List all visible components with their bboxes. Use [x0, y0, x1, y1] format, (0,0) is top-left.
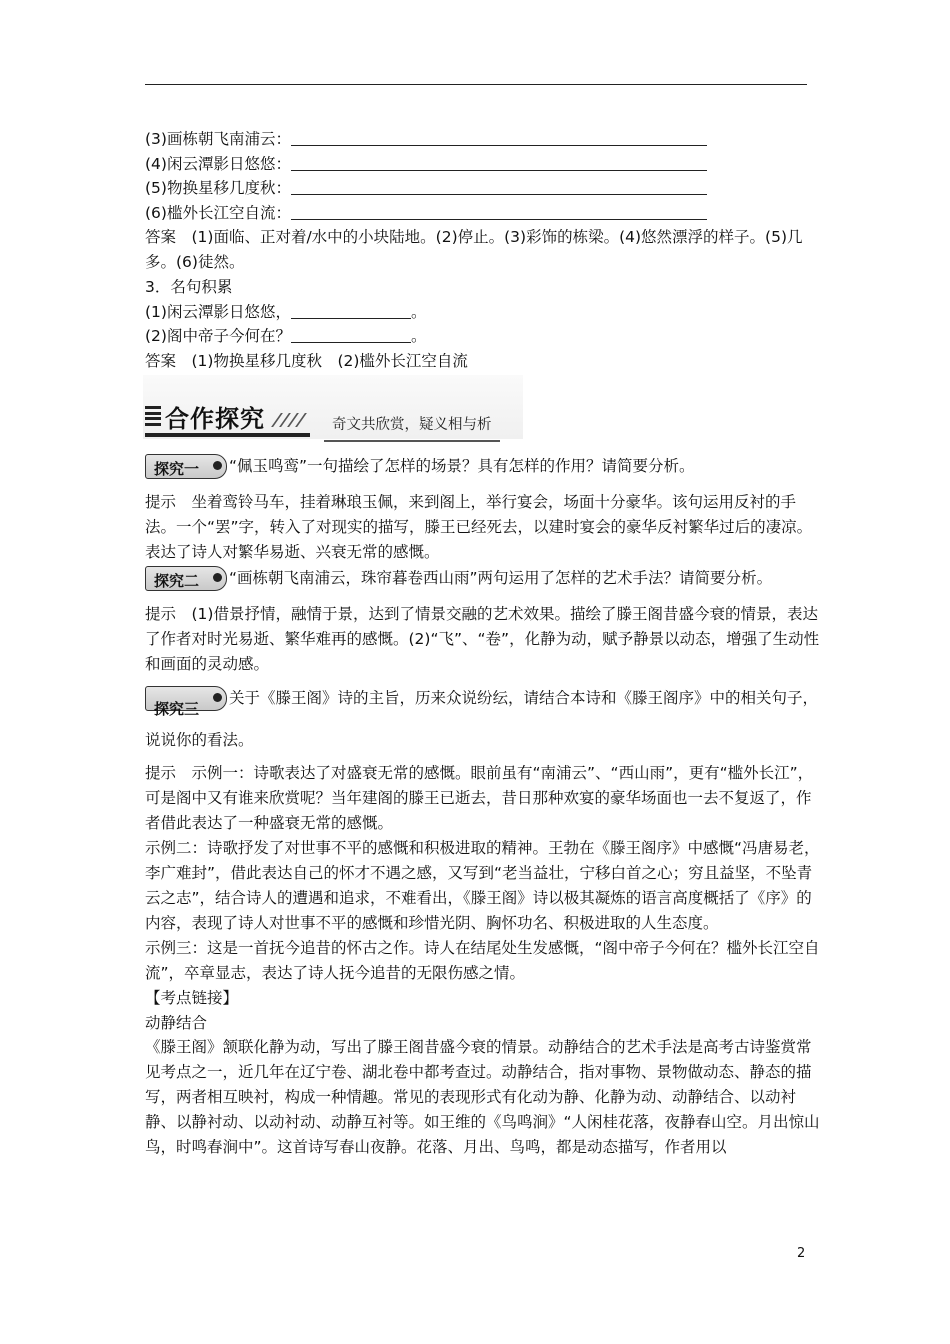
answer-blank[interactable]: [291, 178, 707, 195]
section-heading: 3．名句积累: [145, 278, 233, 296]
explore-question: 探究三 关于《滕王阁》诗的主旨，历来众说纷纭，请结合本诗和《滕王阁序》中的相关句子，说说你的看法。: [145, 677, 820, 761]
exercise-item: (6)槛外长江空自流：: [145, 201, 820, 226]
fill-question: (2)阁中帝子今何在？ 。: [145, 327, 427, 345]
explore-tag: 探究三: [145, 686, 227, 711]
hint-paragraph: 提示 示例一：诗歌表达了对盛衰无常的感慨。眼前虽有“南浦云”、“西山雨”，更有“槛外长江”，可是阁中又有谁来欣赏呢？当年建阁的滕王已逝去，昔日那种欢宴的豪华场面也一去不复返了，作者借此表达了一种盛衰无常的感慨。: [145, 764, 814, 832]
answer-paragraph: 答案 (1)物换星移几度秋 (2)槛外长江空自流: [145, 351, 468, 370]
exercise-item: (3)画栋朝飞南浦云：: [145, 127, 820, 152]
banner-title: 合作探究: [165, 405, 265, 433]
link-subheading: 动静结合: [145, 1013, 208, 1032]
dot-icon: [213, 693, 222, 702]
explore-tag: 探究一: [145, 454, 227, 479]
example-paragraph: 示例二：诗歌抒发了对世事不平的感慨和积极进取的精神。王勃在《滕王阁序》中感慨“冯唐易老，李广难封”，借此表达自己的怀才不遇之感，又写到“老当益壮，宁移白首之心；穷且益坚，不坠青云之志”，结合诗人的遭遇和追求，不难看出，《滕王阁》诗以极其凝炼的语言高度概括了《序》的内容，表现了诗人对世事不平的感慨和珍惜光阴、胸怀功名、积极进取的人生态度。: [145, 839, 820, 932]
explore-question: 探究二 “画栋朝飞南浦云，珠帘暮卷西山雨”两句运用了怎样的艺术手法？请简要分析。: [145, 565, 820, 591]
header-rule: [145, 84, 807, 85]
banner-underline: [145, 433, 310, 437]
answer-blank[interactable]: [291, 129, 707, 146]
section-banner: [143, 375, 523, 439]
hint-paragraph: 提示 坐着鸾铃马车，挂着琳琅玉佩，来到阁上，举行宴会，场面十分豪华。该句运用反衬的手法。一个“罢”字，转入了对现实的描写，滕王已经死去，以建时宴会的豪华反衬繁华过后的凄凉。表达了诗人对繁华易逝、兴衰无常的感慨。: [145, 493, 813, 561]
example-paragraph: 示例三：这是一首抚今追昔的怀古之作。诗人在结尾处生发感慨，“阁中帝子今何在？槛外长江空自流”，卒章显志，表达了诗人抚今追昔的无限伤感之情。: [145, 939, 820, 982]
answer-blank[interactable]: [291, 154, 707, 171]
hint-paragraph: 提示 (1)借景抒情，融情于景，达到了情景交融的艺术效果。描绘了滕王阁昔盛今衰的情景，表达了作者对时光易逝、繁华难再的感慨。(2)“飞”、“卷”，化静为动，赋予静景以动态，增强了生动性和画面的灵动感。: [145, 605, 820, 673]
page-number: 2: [797, 1246, 806, 1261]
banner-subtitle: 奇文共欣赏，疑义相与析: [324, 413, 500, 442]
answer-blank[interactable]: [291, 326, 411, 343]
page-content: [145, 127, 820, 1160]
exercise-item: (4)闲云潭影日悠悠：: [145, 152, 820, 177]
answer-blank[interactable]: [291, 302, 411, 319]
answer-blank[interactable]: [291, 203, 707, 220]
stripes-icon: [145, 406, 161, 432]
explore-question: 探究一 “佩玉鸣鸾”一句描绘了怎样的场景？具有怎样的作用？请简要分析。: [145, 453, 820, 479]
exercise-item: (5)物换星移几度秋：: [145, 176, 820, 201]
answer-paragraph: 答案 (1)面临、正对着/水中的小块陆地。(2)停止。(3)彩饰的栋梁。(4)悠然漂浮的样子。(5)几多。(6)徒然。: [145, 228, 803, 271]
dot-icon: [213, 573, 222, 582]
dot-icon: [213, 461, 222, 470]
link-heading: 【考点链接】: [145, 989, 239, 1007]
link-body: 《滕王阁》颔联化静为动，写出了滕王阁昔盛今衰的情景。动静结合的艺术手法是高考古诗鉴赏常见考点之一，近几年在辽宁卷、湖北卷中都考查过。动静结合，指对事物、景物做动态、静态的描写，两者相互映衬，构成一种情趣。常见的表现形式有化动为静、化静为动、动静结合、以动衬静、以静衬动、以动衬动、动静互衬等。如王维的《鸟鸣涧》“人闲桂花落，夜静春山空。月出惊山鸟，时鸣春涧中”。这首诗写春山夜静。花落、月出、鸟鸣，都是动态描写，作者用以: [145, 1038, 820, 1156]
fill-question: (1)闲云潭影日悠悠， 。: [145, 302, 427, 321]
explore-tag: 探究二: [145, 566, 227, 591]
